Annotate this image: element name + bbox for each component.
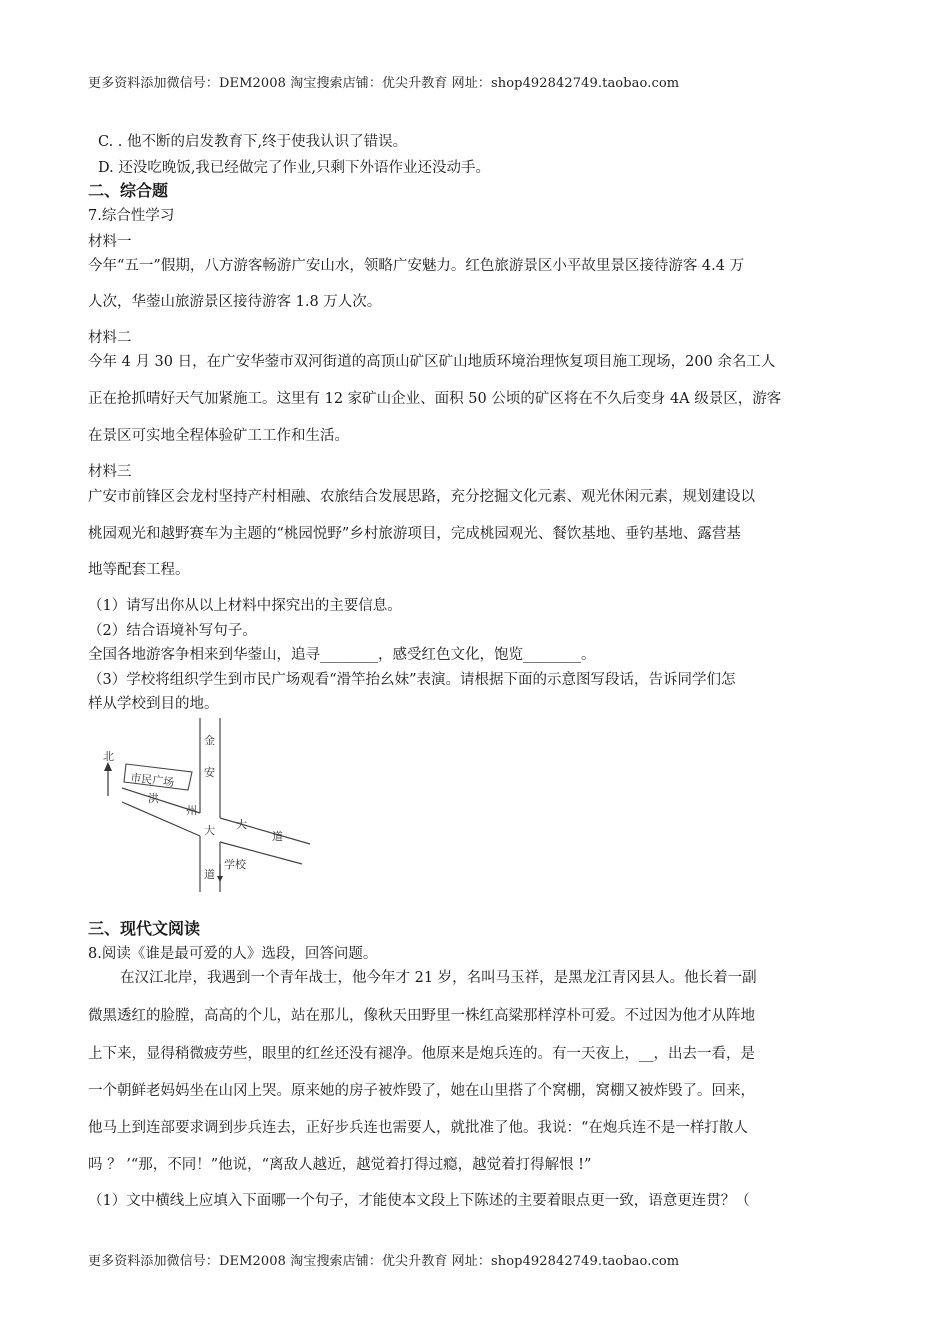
material-3-label: 材料三 <box>88 464 132 480</box>
question-8-intro: 8.阅读《谁是最可爱的人》选段，回答问题。 <box>88 946 378 962</box>
road-v-char-4: 道 <box>204 868 215 881</box>
passage-line-1: 在汉江北岸，我遇到一个青年战士，他今年才 21 岁，名叫马玉祥，是黑龙江青冈县人。他长着一副 <box>120 970 757 986</box>
road-h-char-4: 道 <box>272 830 283 843</box>
material-2-line-2: 正在抢抓晴好天气加紧施工。这里有 12 家矿山企业、面积 50 公顷的矿区将在不久后变身 4A 级景区，游客 <box>88 391 782 407</box>
sub-question-1: （1）请写出你从以上材料中探究出的主要信息。 <box>88 598 402 614</box>
material-3-line-2: 桃园观光和越野赛车为主题的“桃园悦野”乡村旅游项目，完成桃园观光、餐饮基地、垂钓基地、露营基 <box>88 526 741 542</box>
road-h-char-1: 洪 <box>148 792 159 805</box>
option-c: C. . 他不断的启发教育下,终于使我认识了错误。 <box>98 134 408 150</box>
road-v-char-3: 大 <box>204 824 215 837</box>
material-3-line-3: 地等配套工程。 <box>88 562 190 578</box>
material-1-label: 材料一 <box>88 234 132 250</box>
material-3-line-1: 广安市前锋区会龙村坚持产村相融、农旅结合发展思路，充分挖掘文化元素、观光休闲元素，规划建设以 <box>88 489 755 505</box>
school-arrow-icon <box>217 876 223 882</box>
road-v-char-2: 安 <box>204 766 215 779</box>
route-map-diagram <box>96 716 316 894</box>
sub-question-2-sentence: 全国各地游客争相来到华蓥山，追寻________，感受红色文化，饱览________。 <box>88 647 596 663</box>
road-h-char-2: 州 <box>186 804 197 817</box>
material-2-line-1: 今年 4 月 30 日，在广安华蓥市双河街道的高顶山矿区矿山地质环境治理恢复项目施工现场，200 余名工人 <box>88 354 776 370</box>
passage-line-5: 他马上到连部要求调到步兵连去，正好步兵连也需要人，就批准了他。我说：“在炮兵连不是一样打散人 <box>88 1120 748 1136</box>
material-2-line-3: 在景区可实地全程体验矿工工作和生活。 <box>88 428 349 444</box>
road-v-char-1: 金 <box>204 734 215 747</box>
passage-line-2: 微黑透红的脸膛，高高的个儿，站在那儿，像秋天田野里一株红高粱那样淳朴可爱。不过因为他才从阵地 <box>88 1008 755 1024</box>
passage-line-6: 吗 ？ ’“那，不同！”他说，“离敌人越近，越觉着打得过瘾，越觉着打得解恨 !” <box>88 1157 592 1173</box>
north-arrow-head-icon <box>104 762 112 771</box>
passage-line-4: 一个朝鲜老妈妈坐在山冈上哭。原来她的房子被炸毁了，她在山里搭了个窝棚，窝棚又被炸毁了。回来， <box>88 1083 755 1099</box>
page-header: 更多资料添加微信号：DEM2008 淘宝搜索店铺：优尖升教育 网址：shop492842749.taobao.com <box>88 76 680 91</box>
section-title-comprehensive: 二、综合题 <box>88 181 169 200</box>
question-7-intro: 7.综合性学习 <box>88 208 175 224</box>
section-title-reading: 三、现代文阅读 <box>88 919 201 938</box>
page-footer: 更多资料添加微信号：DEM2008 淘宝搜索店铺：优尖升教育 网址：shop492842749.taobao.com <box>88 1254 680 1269</box>
road-h-char-3: 大 <box>236 818 247 831</box>
school-label: 学校 <box>224 858 246 871</box>
road-h-top-right <box>220 818 310 844</box>
option-d: D. 还没吃晚饭,我已经做完了作业,只剩下外语作业还没动手。 <box>98 160 491 176</box>
sub-question-2: （2）结合语境补写句子。 <box>88 623 257 639</box>
material-2-label: 材料二 <box>88 330 132 346</box>
passage-line-3: 上下来，显得稍微疲劳些，眼里的红丝还没有褪净。他原来是炮兵连的。有一天夜上，__，出去一看，是 <box>88 1046 755 1062</box>
question-8-sub-1: （1）文中横线上应填入下面哪一个句子，才能使本文段上下陈述的主要着眼点更一致，语意更连贯？（ <box>88 1193 750 1209</box>
material-1-line-1: 今年“五一”假期，八方游客畅游广安山水，领略广安魅力。红色旅游景区小平故里景区接待游客 4.4 万 <box>88 258 745 274</box>
material-1-line-2: 人次，华蓥山旅游景区接待游客 1.8 万人次。 <box>88 294 382 310</box>
sub-question-3-line-2: 样从学校到目的地。 <box>88 696 219 712</box>
north-label: 北 <box>103 750 114 763</box>
plaza-label: 市民广场 <box>129 771 175 790</box>
sub-question-3-line-1: （3）学校将组织学生到市民广场观看“滑竿抬幺妹”表演。请根据下面的示意图写段话，告诉同学们怎 <box>88 672 736 688</box>
